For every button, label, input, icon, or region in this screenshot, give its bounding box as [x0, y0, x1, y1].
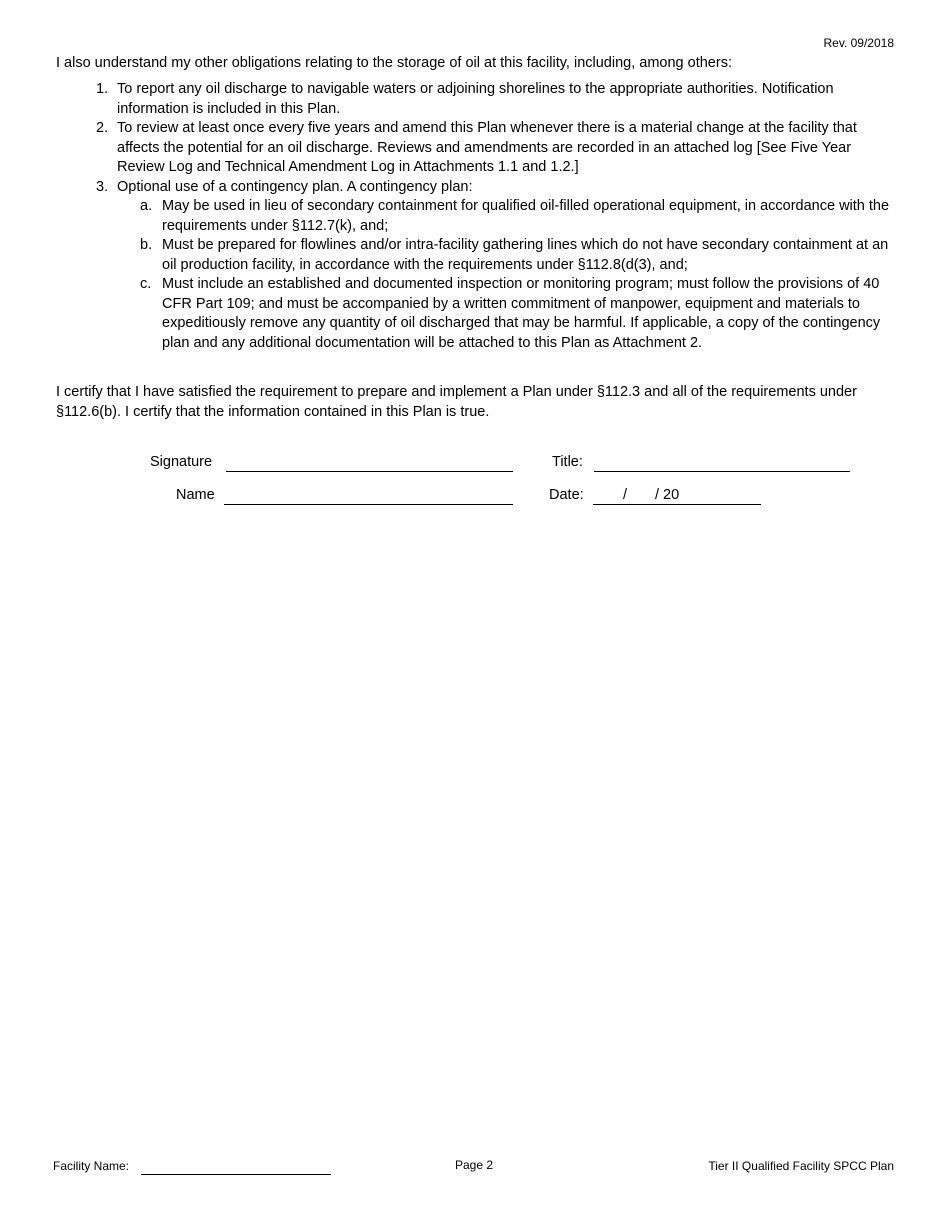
contingency-text: May be used in lieu of secondary containment for qualified oil-filled operational equipment, in accordance with the requirements under §112.7(k), and;: [162, 198, 890, 234]
title-line[interactable]: [594, 471, 850, 472]
contingency-item: [117, 236, 896, 275]
signature-label: Signature: [150, 454, 213, 470]
name-line[interactable]: [224, 504, 513, 505]
obligation-number: 2.: [96, 120, 109, 136]
contingency-letter: a.: [140, 198, 153, 214]
contingency-letter: c.: [140, 276, 152, 292]
contingency-item: [117, 197, 896, 236]
date-year-prefix: / 20: [655, 487, 680, 503]
contingency-sublist: [117, 197, 896, 353]
date-separator: /: [623, 487, 628, 503]
facility-name-line[interactable]: [141, 1174, 331, 1175]
intro-paragraph: I also understand my other obligations relating to the storage of oil at this facility, including, among others:: [56, 55, 732, 71]
obligation-number: 3.: [96, 178, 109, 195]
certification-paragraph: I certify that I have satisfied the requirement to prepare and implement a Plan under §112.3 and all of the requirements under §112.6(b). I certify that the information contained in this Plan is true.: [56, 384, 857, 420]
obligation-item: [96, 119, 896, 178]
plan-name: Tier II Qualified Facility SPCC Plan: [708, 1159, 894, 1173]
obligations-list: [96, 80, 896, 353]
title-label: Title:: [552, 454, 583, 470]
contingency-text: Must include an established and documented inspection or monitoring program; must follow the provisions of 40 CFR Part 109; and must be accompanied by a written commitment of manpower, equipment and materials to expeditiously remove any quantity of oil discharged that may be harmful. If applicable, a copy of the contingency plan and any additional documentation will be attached to this Plan as Attachment 2.: [162, 276, 881, 351]
page-number: Page 2: [455, 1158, 494, 1172]
date-line[interactable]: [593, 504, 761, 505]
contingency-item: [117, 275, 896, 353]
name-label: Name: [176, 487, 215, 503]
contingency-text: Must be prepared for flowlines and/or intra-facility gathering lines which do not have secondary containment at an oil production facility, in accordance with the requirements under §112.8(d(3), and;: [162, 237, 889, 273]
signature-line[interactable]: [226, 471, 513, 472]
facility-name-label: Facility Name:: [53, 1159, 130, 1173]
revision-label: Rev. 09/2018: [823, 36, 894, 50]
obligation-item: [96, 178, 896, 354]
obligation-text: To report any oil discharge to navigable waters or adjoining shorelines to the appropriate authorities. Notification information is included in this Plan.: [117, 81, 834, 117]
obligation-text: To review at least once every five years and amend this Plan whenever there is a material change at the facility that affects the potential for an oil discharge. Reviews and amendments are recorded in an attached log [See Five Year Review Log and Technical Amendment Log in Attachments 1.1 and 1.2.]: [117, 120, 857, 175]
obligation-text: Optional use of a contingency plan. A contingency plan:: [117, 178, 473, 195]
date-label: Date:: [549, 487, 584, 503]
contingency-letter: b.: [140, 237, 153, 253]
obligation-item: [96, 80, 896, 119]
obligation-number: 1.: [96, 81, 109, 97]
